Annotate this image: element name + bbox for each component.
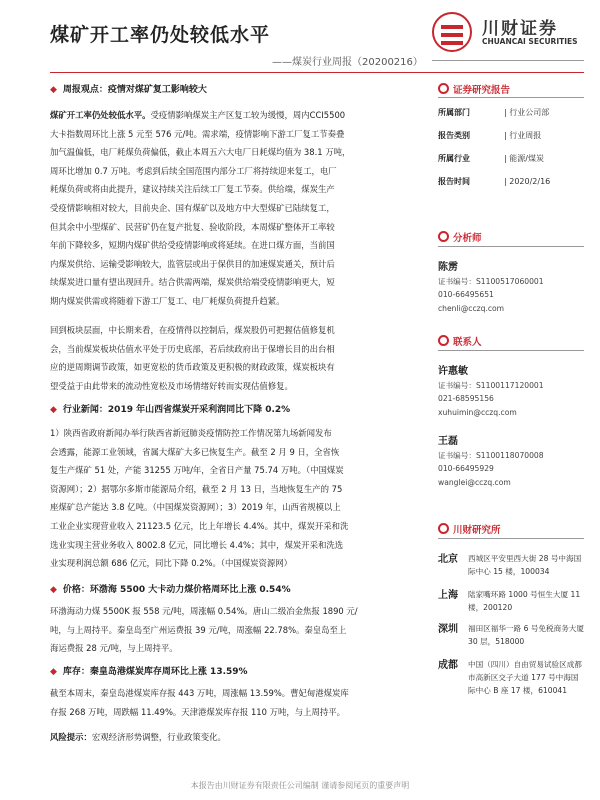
contact-phone: 021-68595156 <box>438 394 494 403</box>
risk-warning: 风险提示：宏观经济形势调整，行业政策变化。 <box>50 732 226 742</box>
section-heading-news: ◆ 行业新闻：2019 年山西省煤炭开采利润同比下降 0.2% <box>50 405 291 415</box>
section-heading-inventory: ◆ 库存：秦皇岛港煤炭库存周环比上涨 13.59% <box>50 667 248 677</box>
sidebar-heading-company: 川财研究所 <box>438 522 501 536</box>
office-address: 福田区福华一路 6 号免税商务大厦 30 层，518000 <box>468 624 584 646</box>
paragraph-news: 1）陕西省政府新闻办举行陕西省新冠肺炎疫情防控工作情况第九场新闻发布 会透露，能源工业领域，省属大煤矿大多已恢复生产。截至 2 月 9 日，全省恢 复生产煤矿 51 处，产能 31255 万吨/年，全省日产量 75.74 万吨。（中国煤炭 资源网）；2）据鄂尔多斯市能源局介绍，截至 2 月 13 日，当地恢复生产的 75 座煤矿总产能达 3.8 亿吨。（中国煤炭资源网）；3）2019 年，山西省规模以上 工业企业实现营业收入 21123.5 亿元，比上年增长 4.4%。其中，煤炭开采和洗 选业实现主营业务收入 8002.8 亿元，同比增长 4.4%；其中，煤炭开采和洗选 业实现利润总额 686 亿元，同比下降 0.2%。（中国煤炭资源网） <box>50 428 349 569</box>
diamond-icon: ◆ <box>50 405 57 415</box>
office-city: 上海 <box>438 590 458 601</box>
office-city: 北京 <box>438 554 458 565</box>
sidebar-heading-analyst: 分析师 <box>438 230 482 244</box>
sidebar-heading-contact: 联系人 <box>438 334 482 348</box>
info-row-industry: 所属行业 | 能源/煤炭 <box>438 154 544 163</box>
circle-bullet-icon <box>438 523 449 534</box>
contact-cert: 证书编号：S1100118070008 <box>438 451 544 460</box>
section-heading-view: ◆ 周报观点：疫情对煤矿复工影响较大 <box>50 85 207 95</box>
info-row-department: 所属部门 | 行业公司部 <box>438 108 550 117</box>
lead-sentence: 煤矿开工率仍处较低水平。 <box>50 110 151 120</box>
contact-name: 许惠敏 <box>438 366 468 377</box>
contact-cert: 证书编号：S1100117120001 <box>438 381 544 390</box>
circle-bullet-icon <box>438 83 449 94</box>
report-subtitle: ——煤炭行业周报（20200216） <box>272 57 423 68</box>
office-address: 陆家嘴环路 1000 号恒生大厦 11 楼，200120 <box>468 590 581 612</box>
header-divider <box>432 60 584 61</box>
sidebar-divider <box>438 97 584 98</box>
diamond-icon: ◆ <box>50 667 57 677</box>
analyst-phone: 010-66495651 <box>438 290 494 299</box>
contact-email[interactable]: xuhuimin@cczq.com <box>438 408 517 417</box>
office-city: 成都 <box>438 660 458 671</box>
logo-text-en: CHUANCAI SECURITIES <box>482 37 578 46</box>
contact-name: 王磊 <box>438 436 458 447</box>
analyst-email[interactable]: chenli@cczq.com <box>438 304 505 313</box>
office-address: 中国（四川）自由贸易试验区成都市高新区交子大道 177 号中海国际中心 B 座 17 楼，610041 <box>468 660 582 695</box>
contact-phone: 010-66495929 <box>438 464 494 473</box>
circle-bullet-icon <box>438 231 449 242</box>
diamond-icon: ◆ <box>50 585 57 595</box>
sidebar-divider <box>438 246 584 247</box>
report-title: 煤矿开工率仍处较低水平 <box>50 24 271 46</box>
paragraph-inventory: 截至本周末，秦皇岛港煤炭库存报 443 万吨，周涨幅 13.59%。曹妃甸港煤炭库 存报 268 万吨，周跌幅 11.49%。天津港煤炭库存报 110 万吨，与上周持平。 <box>50 688 349 717</box>
contact-email[interactable]: wanglei@cczq.com <box>438 478 511 487</box>
main-divider <box>50 72 584 73</box>
sidebar-divider <box>438 538 584 539</box>
info-row-category: 报告类别 | 行业周报 <box>438 131 542 140</box>
circle-bullet-icon <box>438 335 449 346</box>
diamond-icon: ◆ <box>50 85 57 95</box>
logo-text-cn: 川财证券 <box>482 19 558 39</box>
analyst-name: 陈雳 <box>438 262 458 273</box>
office-city: 深圳 <box>438 624 458 635</box>
analyst-cert: 证书编号：S1100517060001 <box>438 277 544 286</box>
page-footer: 本报告由川财证券有限责任公司编制 谨请参阅尾页的重要声明 <box>190 781 410 790</box>
paragraph-sector: 回到板块层面，中长期来看，在疫情得以控制后，煤炭股仍可把握估值修复机 会，当前煤炭板块估值水平处于历史底部，若后续政府出于保增长目的出台相 应的逆周期调节政策，如更宽松的货币政策及更积极的财政政策，煤炭板块有 望受益于由此带来的流动性宽松及市场情绪好转而实现估值修复。 <box>50 325 335 391</box>
paragraph-price: 环渤海动力煤 5500K 报 558 元/吨，周涨幅 0.54%。唐山二级冶金焦报 1890 元/ 吨，与上周持平。秦皇岛至广州运费报 39 元/吨，周涨幅 22.78%。秦皇岛至上 海运费报 28 元/吨，与上周持平。 <box>50 606 358 654</box>
office-address: 西城区平安里西大街 28 号中海国际中心 15 楼，100034 <box>468 554 582 576</box>
sidebar-heading-report: 证券研究报告 <box>438 82 510 96</box>
paragraph-view: 煤矿开工率仍处较低水平。受疫情影响煤炭主产区复工较为缓慢，周内CCI5500 大卡指数周环比上涨 5 元至 576 元/吨。需求端，疫情影响下游工厂复工节奏叠 加气温偏低，电厂耗煤负荷偏低，截止本周五六大电厂日耗煤均值为 38.1 万吨， 周环比增加 0.7 万吨。考虑到后续全国范围内部分工厂将持续迎来复工，电厂 耗煤负荷或将由此提升，建议持续关注后续工厂复工节奏。供给端，煤炭生产 受疫情影响相对较大，目前央企、国有煤矿以及地方中大型煤矿已陆续复工， 但其余中小型煤矿、民营矿仍在复产批复、验收阶段，本周煤矿整体开工率较 年前下降较多，短期内煤矿供给受疫情影响或将延续。在进口煤方面，当前国 内煤炭供给、运输受影响较大，监管层或出于保供目的加速煤炭通关，预计后 续煤炭进口量有望出现回升。结合供需两端，煤炭供给端受疫情影响更大，短 期内煤炭供需或将随着下游工厂复工、电厂耗煤负荷提升趋紧。 <box>50 110 351 306</box>
info-row-date: 报告时间 | 2020/2/16 <box>438 177 551 186</box>
sidebar-divider <box>438 350 584 351</box>
section-heading-price: ◆ 价格：环渤海 5500 大卡动力煤价格周环比上涨 0.54% <box>50 585 291 595</box>
company-logo-icon <box>432 12 472 52</box>
